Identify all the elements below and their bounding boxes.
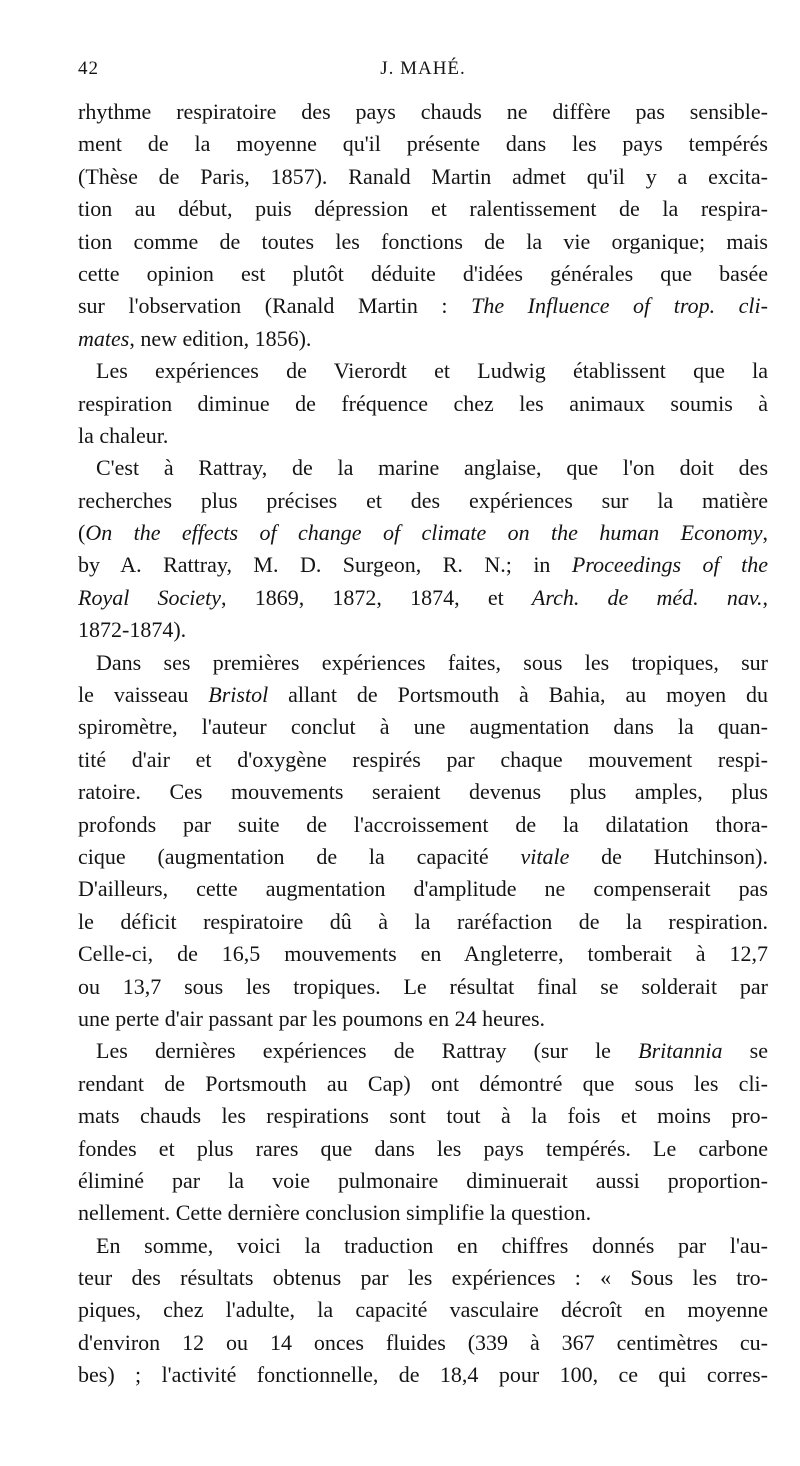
text-segment: bes) ; l'activité fonctionnelle, de 18,4 pour 100, ce qui corres- (78, 1362, 768, 1388)
text-segment: rhythme respiratoire des pays chauds ne diffère pas sensible- (78, 99, 768, 124)
text-line (78, 1197, 768, 1229)
text-segment: de Hutchinson). (569, 843, 768, 869)
text-segment: d'environ 12 ou 14 onces fluides (339 à 367 centimètres cu- (78, 1329, 768, 1355)
text-line (78, 841, 768, 873)
text-line (78, 517, 768, 549)
text-segment: ( (78, 520, 86, 546)
body-text (78, 96, 768, 1392)
text-line (78, 1327, 768, 1359)
text-segment: une perte d'air passant par les poumons en 24 heures. (78, 1005, 546, 1031)
text-segment: D'ailleurs, cette augmentation d'amplitude ne compenserait pas (78, 876, 768, 902)
text-segment: spiromètre, l'auteur conclut à une augmentation dans la quan- (78, 714, 768, 740)
text-line (78, 388, 768, 420)
italic-text: The Influence of trop. cli- (471, 293, 768, 319)
text-line (78, 1262, 768, 1294)
text-segment: by A. Rattray, M. D. Surgeon, R. N.; in (78, 552, 572, 578)
text-line (78, 744, 768, 776)
text-line (78, 193, 768, 225)
text-line (78, 1100, 768, 1132)
italic-text: Bristol (208, 682, 269, 708)
text-line (78, 711, 768, 743)
text-line (78, 1230, 768, 1262)
text-line (78, 809, 768, 841)
text-segment: le déficit respiratoire dû à la raréfaction de la respiration. (78, 908, 768, 934)
text-segment: teur des résultats obtenus par les expériences : « Sous les tro- (78, 1265, 768, 1291)
text-line (78, 938, 768, 970)
text-line (78, 226, 768, 258)
text-line (78, 420, 768, 452)
text-line (78, 161, 768, 193)
text-line (78, 679, 768, 711)
text-line (78, 485, 768, 517)
text-line (78, 647, 768, 679)
text-segment: (Thèse de Paris, 1857). Ranald Martin admet qu'il y a excita- (78, 163, 768, 189)
text-segment: fondes et plus rares que dans les pays tempérés. Le carbone (78, 1135, 768, 1161)
text-segment: rendant de Portsmouth au Cap) ont démontré que sous les cli- (78, 1070, 768, 1096)
text-segment: respiration diminue de fréquence chez les animaux soumis à (78, 390, 768, 416)
text-line (78, 1068, 768, 1100)
italic-text: Proceedings of the (571, 552, 768, 578)
text-line (78, 582, 768, 614)
text-segment: , new edition, 1856). (129, 325, 312, 351)
italic-text: Arch. de méd. nav. (531, 584, 763, 610)
italic-text: Britannia (638, 1038, 723, 1064)
text-segment: Celle-ci, de 16,5 mouvements en Angleterre, tomberait à 12,7 (78, 941, 768, 967)
text-segment: Les expériences de Vierordt et Ludwig établissent que la (96, 358, 768, 384)
text-segment: tité d'air et d'oxygène respirés par chaque mouvement respi- (78, 746, 768, 772)
text-line (78, 971, 768, 1003)
text-segment: , (762, 584, 768, 610)
text-segment: la chaleur. (78, 422, 169, 448)
text-line (78, 323, 768, 355)
text-line (78, 258, 768, 290)
italic-text: vitale (520, 843, 570, 869)
italic-text: Royal Society (78, 584, 222, 610)
text-segment: tion au début, puis dépression et ralentissement de la respira- (78, 196, 768, 222)
text-segment: profonds par suite de l'accroissement de la dilatation thora- (78, 811, 768, 837)
text-line (78, 1035, 768, 1067)
text-segment: ou 13,7 sous les tropiques. Le résultat final se solderait par (78, 973, 768, 999)
text-segment: Dans ses premières expériences faites, sous les tropiques, sur (96, 649, 768, 675)
text-segment: tion comme de toutes les fonctions de la vie organique; mais (78, 228, 768, 254)
text-segment: se (722, 1038, 768, 1064)
text-segment: mats chauds les respirations sont tout à la fois et moins pro- (78, 1103, 768, 1129)
text-segment: éliminé par la voie pulmonaire diminuerait aussi proportion- (78, 1167, 768, 1193)
text-segment: En somme, voici la traduction en chiffres donnés par l'au- (96, 1232, 768, 1258)
text-segment: le vaisseau (78, 682, 209, 708)
text-segment: sur l'observation (Ranald Martin : (78, 293, 472, 319)
page-number: 42 (78, 58, 99, 79)
text-segment: cique (augmentation de la capacité (78, 843, 521, 869)
text-line (78, 96, 768, 128)
text-line (78, 614, 768, 646)
text-line (78, 1165, 768, 1197)
text-line (78, 355, 768, 387)
text-line (78, 1294, 768, 1326)
text-segment: 1872-1874). (78, 617, 187, 643)
page-header (78, 58, 768, 88)
text-line (78, 776, 768, 808)
text-line (78, 1133, 768, 1165)
text-line (78, 128, 768, 160)
text-line (78, 906, 768, 938)
text-line (78, 452, 768, 484)
text-segment: ment de la moyenne qu'il présente dans les pays tempérés (78, 131, 768, 157)
text-segment: C'est à Rattray, de la marine anglaise, que l'on doit des (96, 455, 768, 481)
text-line (78, 1359, 768, 1391)
text-segment: cette opinion est plutôt déduite d'idées générales que basée (78, 260, 768, 286)
text-segment: , (762, 520, 768, 546)
text-line (78, 873, 768, 905)
text-line (78, 1003, 768, 1035)
running-title: J. MAHÉ. (380, 58, 466, 79)
text-segment: Les dernières expériences de Rattray (sur le (96, 1038, 639, 1064)
text-segment: , 1869, 1872, 1874, et (221, 584, 532, 610)
italic-text: mates (78, 325, 130, 351)
text-segment: ratoire. Ces mouvements seraient devenus plus amples, plus (78, 779, 768, 805)
text-line (78, 549, 768, 581)
text-segment: nellement. Cette dernière conclusion simplifie la question. (78, 1200, 592, 1226)
text-line (78, 290, 768, 322)
text-segment: piques, chez l'adulte, la capacité vasculaire décroît en moyenne (78, 1297, 768, 1323)
italic-text: On the effects of change of climate on the human Economy (85, 520, 763, 546)
text-segment: allant de Portsmouth à Bahia, au moyen du (268, 682, 768, 708)
text-segment: recherches plus précises et des expériences sur la matière (78, 487, 768, 513)
